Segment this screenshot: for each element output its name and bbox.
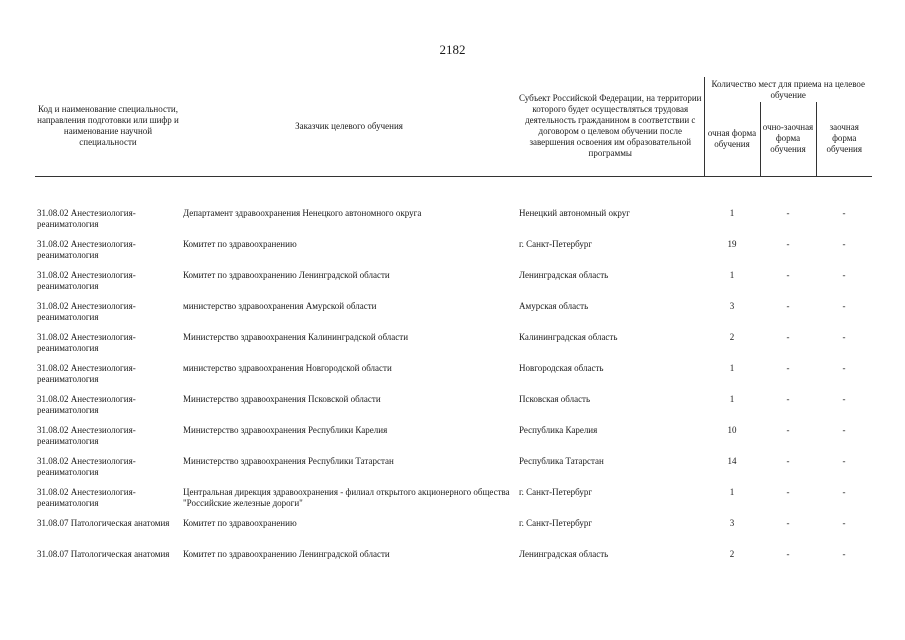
table-row: [35, 363, 872, 394]
code-cell: 31.08.02 Анестезиология-реаниматология: [37, 331, 136, 353]
code-cell: 31.08.02 Анестезиология-реаниматология: [37, 300, 136, 322]
table-row: [35, 332, 872, 363]
table-row: [35, 239, 872, 270]
customer-cell: Министерство здравоохранения Калининградской области: [183, 331, 409, 342]
customer-cell: Министерство здравоохранения Республики Татарстан: [183, 455, 394, 466]
code-cell: 31.08.02 Анестезиология-реаниматология: [37, 238, 136, 260]
full-time-cell: 14: [727, 455, 737, 466]
header-customer: Заказчик целевого обучения: [295, 120, 403, 131]
subject-cell: г. Санкт-Петербург: [519, 517, 593, 528]
full-time-cell: 19: [727, 238, 737, 249]
full-time-cell: 3: [729, 300, 735, 311]
full-time-cell: 2: [729, 548, 735, 559]
code-cell: 31.08.07 Патологическая анатомия: [37, 548, 170, 559]
subject-cell: Амурская область: [519, 300, 589, 311]
code-cell: 31.08.02 Анестезиология-реаниматология: [37, 393, 136, 415]
customer-cell: Министерство здравоохранения Псковской области: [183, 393, 381, 404]
part-time-cell: -: [786, 548, 790, 559]
part-time-cell: -: [786, 455, 790, 466]
table-row: [35, 394, 872, 425]
customer-cell: Комитет по здравоохранению: [183, 517, 297, 528]
full-time-cell: 1: [729, 362, 735, 373]
full-time-cell: 1: [729, 207, 735, 218]
code-cell: 31.08.02 Анестезиология-реаниматология: [37, 269, 136, 291]
correspondence-cell: -: [842, 393, 846, 404]
header-full-time: очная форма обучения: [707, 127, 757, 149]
code-cell: 31.08.02 Анестезиология-реаниматология: [37, 362, 136, 384]
part-time-cell: -: [786, 331, 790, 342]
table-row: [35, 425, 872, 456]
header-part-time: очно-заочная форма обучения: [760, 102, 816, 176]
part-time-cell: -: [786, 517, 790, 528]
customer-cell: Центральная дирекция здравоохранения - филиал открытого акционерного общества "Российские железные дороги": [183, 486, 510, 508]
page-number: 2182: [439, 42, 466, 57]
full-time-cell: 10: [727, 424, 737, 435]
part-time-cell: -: [786, 362, 790, 373]
part-time-cell: -: [786, 269, 790, 280]
correspondence-cell: -: [842, 455, 846, 466]
customer-cell: министерство здравоохранения Новгородской области: [183, 362, 392, 373]
correspondence-cell: -: [842, 548, 846, 559]
full-time-cell: 1: [729, 269, 735, 280]
subject-cell: Ленинградская область: [519, 269, 609, 280]
subject-cell: Республика Татарстан: [519, 455, 604, 466]
correspondence-cell: -: [842, 486, 846, 497]
code-cell: 31.08.02 Анестезиология-реаниматология: [37, 207, 136, 229]
code-cell: 31.08.02 Анестезиология-реаниматология: [37, 424, 136, 446]
full-time-cell: 2: [729, 331, 735, 342]
subject-cell: Ленинградская область: [519, 548, 609, 559]
full-time-cell: 1: [729, 486, 735, 497]
subject-cell: г. Санкт-Петербург: [519, 238, 593, 249]
table-row: [35, 270, 872, 301]
correspondence-cell: -: [842, 424, 846, 435]
part-time-cell: -: [786, 486, 790, 497]
correspondence-cell: -: [842, 362, 846, 373]
customer-cell: Комитет по здравоохранению Ленинградской области: [183, 548, 390, 559]
table-row: [35, 301, 872, 332]
subject-cell: Республика Карелия: [519, 424, 598, 435]
correspondence-cell: -: [842, 331, 846, 342]
full-time-cell: 3: [729, 517, 735, 528]
part-time-cell: -: [786, 238, 790, 249]
correspondence-cell: -: [842, 517, 846, 528]
subject-cell: г. Санкт-Петербург: [519, 486, 593, 497]
header-places: Количество мест для приема на целевое обучение: [711, 78, 866, 100]
part-time-cell: -: [786, 207, 790, 218]
header-correspondence: заочная форма обучения: [826, 122, 863, 155]
customer-cell: министерство здравоохранения Амурской области: [183, 300, 377, 311]
header-code: Код и наименование специальности, направления подготовки или шифр и наименование научной специальности: [37, 104, 179, 148]
correspondence-cell: -: [842, 300, 846, 311]
correspondence-cell: -: [842, 238, 846, 249]
code-cell: 31.08.02 Анестезиология-реаниматология: [37, 455, 136, 477]
correspondence-cell: -: [842, 207, 846, 218]
subject-cell: Ненецкий автономный округ: [519, 207, 630, 218]
customer-cell: Комитет по здравоохранению: [183, 238, 297, 249]
customer-cell: Департамент здравоохранения Ненецкого автономного округа: [183, 207, 422, 218]
code-cell: 31.08.07 Патологическая анатомия: [37, 517, 170, 528]
code-cell: 31.08.02 Анестезиология-реаниматология: [37, 486, 136, 508]
part-time-cell: -: [786, 300, 790, 311]
target-training-table: [35, 77, 872, 580]
table-row: [35, 518, 872, 549]
part-time-cell: -: [786, 424, 790, 435]
subject-cell: Псковская область: [519, 393, 591, 404]
part-time-cell: -: [786, 393, 790, 404]
header-separator: [35, 176, 872, 208]
full-time-cell: 1: [729, 393, 735, 404]
correspondence-cell: -: [842, 269, 846, 280]
customer-cell: Комитет по здравоохранению Ленинградской области: [183, 269, 390, 280]
table-row: [35, 456, 872, 487]
table-body: [35, 208, 872, 580]
subject-cell: Калининградская область: [519, 331, 618, 342]
table-row: [35, 487, 872, 518]
header-subject: Субъект Российской Федерации, на территории которого будет осуществляться трудовая деятельность гражданином в соответствии с договором о целевом обучении после завершения освоения им образовательной программы: [517, 77, 704, 176]
table-row: [35, 208, 872, 239]
table-row: [35, 549, 872, 580]
customer-cell: Министерство здравоохранения Республики Карелия: [183, 424, 388, 435]
subject-cell: Новгородская область: [519, 362, 604, 373]
